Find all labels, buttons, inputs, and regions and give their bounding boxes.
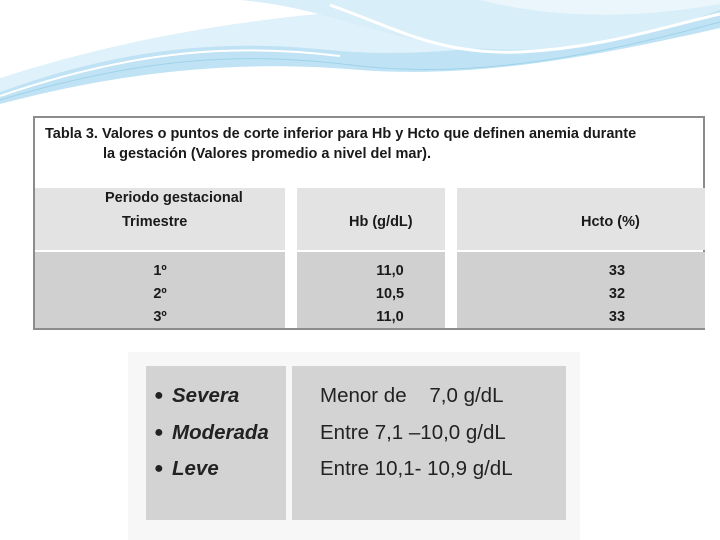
header-hb-cell bbox=[297, 188, 445, 250]
header-wave-decoration bbox=[0, 0, 720, 110]
severity-label-severa: ● Severa bbox=[154, 381, 239, 411]
header-period-label: Periodo gestacional bbox=[105, 190, 243, 206]
table-row-hcto: 33 bbox=[608, 263, 626, 279]
header-trimestre-label: Trimestre bbox=[122, 214, 188, 230]
severity-range-moderada: Entre 7,1 –10,0 g/dL bbox=[320, 421, 506, 444]
table-row-trimestre: 1º bbox=[153, 263, 167, 279]
table-caption bbox=[45, 124, 705, 164]
table-row-hb: 11,0 bbox=[376, 309, 404, 325]
bullet-icon: ● bbox=[154, 387, 164, 404]
bullet-icon: ● bbox=[154, 424, 164, 441]
table-row-hb: 10,5 bbox=[375, 286, 405, 302]
severity-range-severa: Menor de 7,0 g/dL bbox=[320, 384, 504, 407]
table-row-hcto: 33 bbox=[608, 309, 626, 325]
table-row-trimestre: 2º bbox=[153, 286, 167, 302]
trimestre-column bbox=[35, 252, 285, 328]
caption-line-1: Tabla 3. Valores o puntos de corte inferior para Hb y Hcto que definen anemia durante bbox=[45, 126, 637, 142]
header-hcto-label: Hcto (%) bbox=[581, 214, 640, 230]
hb-column bbox=[297, 252, 445, 328]
header-hcto-cell bbox=[457, 188, 705, 250]
hcto-column bbox=[457, 252, 705, 328]
caption-line-2: la gestación (Valores promedio a nivel del mar). bbox=[103, 146, 431, 162]
severity-label-leve: ● Leve bbox=[154, 454, 219, 484]
table-row-hb: 11,0 bbox=[376, 263, 404, 279]
bullet-icon: ● bbox=[154, 460, 164, 477]
header-period-cell bbox=[35, 188, 285, 250]
header-hb-label: Hb (g/dL) bbox=[349, 214, 413, 230]
severity-range-leve: Entre 10,1- 10,9 g/dL bbox=[320, 457, 513, 480]
table-row-hcto: 32 bbox=[608, 286, 626, 302]
anemia-cutoff-table bbox=[33, 116, 705, 330]
severity-label-moderada: ● Moderada bbox=[154, 418, 269, 448]
table-row-trimestre: 3º bbox=[153, 309, 167, 325]
